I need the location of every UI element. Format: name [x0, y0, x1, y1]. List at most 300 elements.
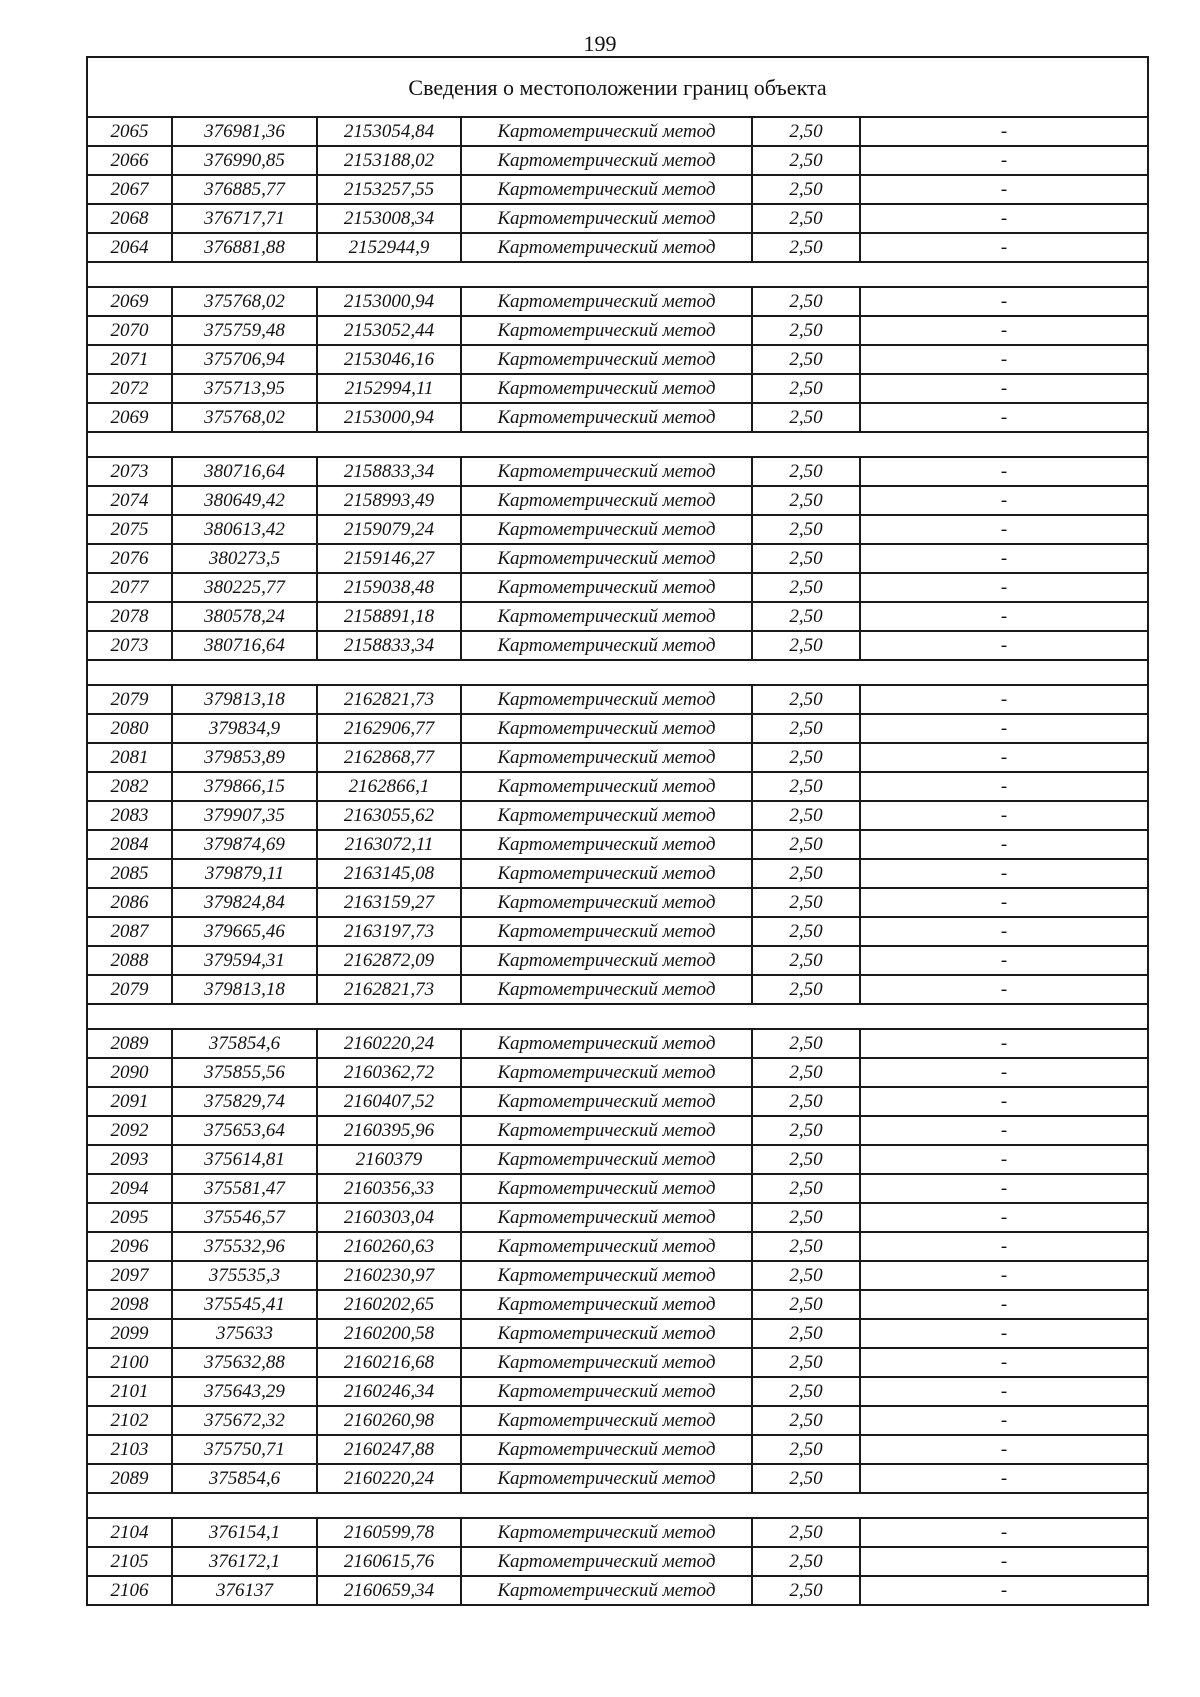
table-row	[87, 1029, 1148, 1058]
accuracy-cell: 2,50	[752, 1377, 860, 1406]
y-coordinate-cell: 2153000,94	[317, 403, 461, 432]
y-coordinate-cell: 2153008,34	[317, 204, 461, 233]
accuracy-cell: 2,50	[752, 175, 860, 204]
description-cell: -	[860, 859, 1148, 888]
y-coordinate-cell: 2160260,98	[317, 1406, 461, 1435]
accuracy-cell: 2,50	[752, 515, 860, 544]
y-coordinate-cell: 2160216,68	[317, 1348, 461, 1377]
y-coordinate-cell: 2162868,77	[317, 743, 461, 772]
method-cell: Картометрический метод	[461, 631, 752, 660]
method-cell: Картометрический метод	[461, 316, 752, 345]
point-number-cell: 2065	[87, 117, 172, 146]
method-cell: Картометрический метод	[461, 1464, 752, 1493]
description-cell: -	[860, 233, 1148, 262]
y-coordinate-cell: 2159079,24	[317, 515, 461, 544]
table-row	[87, 316, 1148, 345]
accuracy-cell: 2,50	[752, 1547, 860, 1576]
y-coordinate-cell: 2158993,49	[317, 486, 461, 515]
point-number-cell: 2071	[87, 345, 172, 374]
x-coordinate-cell: 376885,77	[172, 175, 317, 204]
boundary-table	[86, 56, 1149, 1606]
method-cell: Картометрический метод	[461, 457, 752, 486]
table-row	[87, 1116, 1148, 1145]
accuracy-cell: 2,50	[752, 975, 860, 1004]
point-number-cell: 2069	[87, 287, 172, 316]
y-coordinate-cell: 2160659,34	[317, 1576, 461, 1605]
table-row	[87, 1319, 1148, 1348]
x-coordinate-cell: 380716,64	[172, 457, 317, 486]
table-row	[87, 1174, 1148, 1203]
description-cell: -	[860, 1261, 1148, 1290]
x-coordinate-cell: 375706,94	[172, 345, 317, 374]
x-coordinate-cell: 375768,02	[172, 287, 317, 316]
accuracy-cell: 2,50	[752, 1174, 860, 1203]
table-row	[87, 457, 1148, 486]
y-coordinate-cell: 2162821,73	[317, 975, 461, 1004]
group-separator-row	[87, 660, 1148, 685]
accuracy-cell: 2,50	[752, 1087, 860, 1116]
method-cell: Картометрический метод	[461, 1576, 752, 1605]
table-row	[87, 1232, 1148, 1261]
method-cell: Картометрический метод	[461, 975, 752, 1004]
accuracy-cell: 2,50	[752, 714, 860, 743]
group-separator-row	[87, 1493, 1148, 1518]
description-cell: -	[860, 1058, 1148, 1087]
y-coordinate-cell: 2160303,04	[317, 1203, 461, 1232]
point-number-cell: 2066	[87, 146, 172, 175]
separator-cell	[87, 1493, 1148, 1518]
accuracy-cell: 2,50	[752, 1232, 860, 1261]
point-number-cell: 2064	[87, 233, 172, 262]
accuracy-cell: 2,50	[752, 1290, 860, 1319]
point-number-cell: 2081	[87, 743, 172, 772]
x-coordinate-cell: 375672,32	[172, 1406, 317, 1435]
accuracy-cell: 2,50	[752, 287, 860, 316]
point-number-cell: 2096	[87, 1232, 172, 1261]
point-number-cell: 2093	[87, 1145, 172, 1174]
accuracy-cell: 2,50	[752, 859, 860, 888]
point-number-cell: 2098	[87, 1290, 172, 1319]
table-row	[87, 1145, 1148, 1174]
x-coordinate-cell: 375855,56	[172, 1058, 317, 1087]
x-coordinate-cell: 375581,47	[172, 1174, 317, 1203]
accuracy-cell: 2,50	[752, 1576, 860, 1605]
description-cell: -	[860, 714, 1148, 743]
table-row	[87, 287, 1148, 316]
accuracy-cell: 2,50	[752, 146, 860, 175]
method-cell: Картометрический метод	[461, 1435, 752, 1464]
method-cell: Картометрический метод	[461, 117, 752, 146]
y-coordinate-cell: 2160395,96	[317, 1116, 461, 1145]
table-row	[87, 486, 1148, 515]
table-row	[87, 1435, 1148, 1464]
description-cell: -	[860, 1174, 1148, 1203]
y-coordinate-cell: 2162872,09	[317, 946, 461, 975]
y-coordinate-cell: 2162906,77	[317, 714, 461, 743]
table-row	[87, 403, 1148, 432]
separator-cell	[87, 432, 1148, 457]
accuracy-cell: 2,50	[752, 1435, 860, 1464]
method-cell: Картометрический метод	[461, 714, 752, 743]
point-number-cell: 2073	[87, 631, 172, 660]
table-row	[87, 1348, 1148, 1377]
accuracy-cell: 2,50	[752, 1319, 860, 1348]
description-cell: -	[860, 801, 1148, 830]
point-number-cell: 2089	[87, 1029, 172, 1058]
y-coordinate-cell: 2163159,27	[317, 888, 461, 917]
point-number-cell: 2072	[87, 374, 172, 403]
x-coordinate-cell: 375614,81	[172, 1145, 317, 1174]
point-number-cell: 2101	[87, 1377, 172, 1406]
x-coordinate-cell: 375713,95	[172, 374, 317, 403]
point-number-cell: 2067	[87, 175, 172, 204]
x-coordinate-cell: 379853,89	[172, 743, 317, 772]
accuracy-cell: 2,50	[752, 403, 860, 432]
table-row	[87, 515, 1148, 544]
description-cell: -	[860, 631, 1148, 660]
method-cell: Картометрический метод	[461, 1518, 752, 1547]
point-number-cell: 2089	[87, 1464, 172, 1493]
description-cell: -	[860, 403, 1148, 432]
table-row	[87, 772, 1148, 801]
method-cell: Картометрический метод	[461, 743, 752, 772]
point-number-cell: 2086	[87, 888, 172, 917]
description-cell: -	[860, 602, 1148, 631]
table-row	[87, 917, 1148, 946]
method-cell: Картометрический метод	[461, 685, 752, 714]
method-cell: Картометрический метод	[461, 1261, 752, 1290]
point-number-cell: 2106	[87, 1576, 172, 1605]
y-coordinate-cell: 2160200,58	[317, 1319, 461, 1348]
table-row	[87, 714, 1148, 743]
table-row	[87, 175, 1148, 204]
point-number-cell: 2085	[87, 859, 172, 888]
x-coordinate-cell: 376990,85	[172, 146, 317, 175]
y-coordinate-cell: 2153046,16	[317, 345, 461, 374]
description-cell: -	[860, 975, 1148, 1004]
accuracy-cell: 2,50	[752, 1145, 860, 1174]
point-number-cell: 2091	[87, 1087, 172, 1116]
point-number-cell: 2088	[87, 946, 172, 975]
method-cell: Картометрический метод	[461, 859, 752, 888]
accuracy-cell: 2,50	[752, 457, 860, 486]
x-coordinate-cell: 380716,64	[172, 631, 317, 660]
method-cell: Картометрический метод	[461, 544, 752, 573]
point-number-cell: 2080	[87, 714, 172, 743]
x-coordinate-cell: 376154,1	[172, 1518, 317, 1547]
accuracy-cell: 2,50	[752, 1116, 860, 1145]
description-cell: -	[860, 888, 1148, 917]
y-coordinate-cell: 2163055,62	[317, 801, 461, 830]
accuracy-cell: 2,50	[752, 946, 860, 975]
separator-cell	[87, 262, 1148, 287]
accuracy-cell: 2,50	[752, 316, 860, 345]
description-cell: -	[860, 316, 1148, 345]
description-cell: -	[860, 1547, 1148, 1576]
x-coordinate-cell: 375535,3	[172, 1261, 317, 1290]
table-row	[87, 1261, 1148, 1290]
x-coordinate-cell: 375750,71	[172, 1435, 317, 1464]
table-title-row	[87, 57, 1148, 117]
x-coordinate-cell: 375643,29	[172, 1377, 317, 1406]
x-coordinate-cell: 379907,35	[172, 801, 317, 830]
y-coordinate-cell: 2153000,94	[317, 287, 461, 316]
description-cell: -	[860, 1145, 1148, 1174]
x-coordinate-cell: 379665,46	[172, 917, 317, 946]
point-number-cell: 2094	[87, 1174, 172, 1203]
method-cell: Картометрический метод	[461, 1348, 752, 1377]
point-number-cell: 2100	[87, 1348, 172, 1377]
group-separator-row	[87, 262, 1148, 287]
description-cell: -	[860, 1087, 1148, 1116]
method-cell: Картометрический метод	[461, 888, 752, 917]
description-cell: -	[860, 1029, 1148, 1058]
accuracy-cell: 2,50	[752, 685, 860, 714]
accuracy-cell: 2,50	[752, 1029, 860, 1058]
method-cell: Картометрический метод	[461, 403, 752, 432]
point-number-cell: 2078	[87, 602, 172, 631]
description-cell: -	[860, 1348, 1148, 1377]
description-cell: -	[860, 772, 1148, 801]
accuracy-cell: 2,50	[752, 1464, 860, 1493]
table-row	[87, 631, 1148, 660]
accuracy-cell: 2,50	[752, 345, 860, 374]
y-coordinate-cell: 2163072,11	[317, 830, 461, 859]
x-coordinate-cell: 380649,42	[172, 486, 317, 515]
accuracy-cell: 2,50	[752, 1348, 860, 1377]
method-cell: Картометрический метод	[461, 345, 752, 374]
method-cell: Картометрический метод	[461, 1203, 752, 1232]
point-number-cell: 2097	[87, 1261, 172, 1290]
method-cell: Картометрический метод	[461, 1145, 752, 1174]
description-cell: -	[860, 1406, 1148, 1435]
point-number-cell: 2082	[87, 772, 172, 801]
table-row	[87, 573, 1148, 602]
y-coordinate-cell: 2158891,18	[317, 602, 461, 631]
point-number-cell: 2092	[87, 1116, 172, 1145]
table-row	[87, 544, 1148, 573]
point-number-cell: 2075	[87, 515, 172, 544]
y-coordinate-cell: 2160407,52	[317, 1087, 461, 1116]
description-cell: -	[860, 1464, 1148, 1493]
x-coordinate-cell: 379866,15	[172, 772, 317, 801]
table-row	[87, 1290, 1148, 1319]
table-row	[87, 1518, 1148, 1547]
accuracy-cell: 2,50	[752, 233, 860, 262]
method-cell: Картометрический метод	[461, 1377, 752, 1406]
method-cell: Картометрический метод	[461, 1174, 752, 1203]
description-cell: -	[860, 743, 1148, 772]
method-cell: Картометрический метод	[461, 1029, 752, 1058]
accuracy-cell: 2,50	[752, 830, 860, 859]
group-separator-row	[87, 1004, 1148, 1029]
table-row	[87, 117, 1148, 146]
y-coordinate-cell: 2160379	[317, 1145, 461, 1174]
y-coordinate-cell: 2160615,76	[317, 1547, 461, 1576]
point-number-cell: 2104	[87, 1518, 172, 1547]
table-row	[87, 743, 1148, 772]
table-row	[87, 233, 1148, 262]
description-cell: -	[860, 1377, 1148, 1406]
table-row	[87, 602, 1148, 631]
x-coordinate-cell: 375854,6	[172, 1464, 317, 1493]
description-cell: -	[860, 374, 1148, 403]
description-cell: -	[860, 1518, 1148, 1547]
table-row	[87, 1058, 1148, 1087]
x-coordinate-cell: 380613,42	[172, 515, 317, 544]
table-row	[87, 859, 1148, 888]
table-row	[87, 1576, 1148, 1605]
table-row	[87, 888, 1148, 917]
y-coordinate-cell: 2159146,27	[317, 544, 461, 573]
x-coordinate-cell: 375545,41	[172, 1290, 317, 1319]
method-cell: Картометрический метод	[461, 772, 752, 801]
y-coordinate-cell: 2159038,48	[317, 573, 461, 602]
x-coordinate-cell: 379879,11	[172, 859, 317, 888]
description-cell: -	[860, 1116, 1148, 1145]
accuracy-cell: 2,50	[752, 1518, 860, 1547]
description-cell: -	[860, 1319, 1148, 1348]
y-coordinate-cell: 2160202,65	[317, 1290, 461, 1319]
method-cell: Картометрический метод	[461, 830, 752, 859]
x-coordinate-cell: 376172,1	[172, 1547, 317, 1576]
x-coordinate-cell: 380578,24	[172, 602, 317, 631]
description-cell: -	[860, 830, 1148, 859]
x-coordinate-cell: 375768,02	[172, 403, 317, 432]
point-number-cell: 2077	[87, 573, 172, 602]
description-cell: -	[860, 204, 1148, 233]
table-row	[87, 345, 1148, 374]
point-number-cell: 2102	[87, 1406, 172, 1435]
separator-cell	[87, 1004, 1148, 1029]
method-cell: Картометрический метод	[461, 175, 752, 204]
accuracy-cell: 2,50	[752, 1406, 860, 1435]
accuracy-cell: 2,50	[752, 772, 860, 801]
point-number-cell: 2105	[87, 1547, 172, 1576]
accuracy-cell: 2,50	[752, 917, 860, 946]
y-coordinate-cell: 2160220,24	[317, 1029, 461, 1058]
method-cell: Картометрический метод	[461, 204, 752, 233]
method-cell: Картометрический метод	[461, 801, 752, 830]
y-coordinate-cell: 2152944,9	[317, 233, 461, 262]
x-coordinate-cell: 375632,88	[172, 1348, 317, 1377]
description-cell: -	[860, 573, 1148, 602]
x-coordinate-cell: 380273,5	[172, 544, 317, 573]
y-coordinate-cell: 2152994,11	[317, 374, 461, 403]
table-row	[87, 830, 1148, 859]
table-row	[87, 801, 1148, 830]
x-coordinate-cell: 375759,48	[172, 316, 317, 345]
method-cell: Картометрический метод	[461, 1087, 752, 1116]
point-number-cell: 2103	[87, 1435, 172, 1464]
method-cell: Картометрический метод	[461, 146, 752, 175]
table-row	[87, 204, 1148, 233]
point-number-cell: 2084	[87, 830, 172, 859]
method-cell: Картометрический метод	[461, 1406, 752, 1435]
table-row	[87, 1464, 1148, 1493]
table-title: Сведения о местоположении границ объекта	[87, 57, 1148, 117]
point-number-cell: 2074	[87, 486, 172, 515]
method-cell: Картометрический метод	[461, 573, 752, 602]
accuracy-cell: 2,50	[752, 117, 860, 146]
x-coordinate-cell: 379813,18	[172, 685, 317, 714]
accuracy-cell: 2,50	[752, 374, 860, 403]
description-cell: -	[860, 146, 1148, 175]
point-number-cell: 2076	[87, 544, 172, 573]
method-cell: Картометрический метод	[461, 917, 752, 946]
table-row	[87, 975, 1148, 1004]
x-coordinate-cell: 380225,77	[172, 573, 317, 602]
description-cell: -	[860, 946, 1148, 975]
accuracy-cell: 2,50	[752, 1261, 860, 1290]
method-cell: Картометрический метод	[461, 1290, 752, 1319]
x-coordinate-cell: 375532,96	[172, 1232, 317, 1261]
description-cell: -	[860, 544, 1148, 573]
method-cell: Картометрический метод	[461, 602, 752, 631]
description-cell: -	[860, 515, 1148, 544]
method-cell: Картометрический метод	[461, 233, 752, 262]
method-cell: Картометрический метод	[461, 287, 752, 316]
accuracy-cell: 2,50	[752, 631, 860, 660]
table-row	[87, 1547, 1148, 1576]
method-cell: Картометрический метод	[461, 1058, 752, 1087]
y-coordinate-cell: 2160230,97	[317, 1261, 461, 1290]
point-number-cell: 2083	[87, 801, 172, 830]
y-coordinate-cell: 2158833,34	[317, 457, 461, 486]
method-cell: Картометрический метод	[461, 1547, 752, 1576]
method-cell: Картометрический метод	[461, 486, 752, 515]
description-cell: -	[860, 1232, 1148, 1261]
point-number-cell: 2079	[87, 975, 172, 1004]
description-cell: -	[860, 685, 1148, 714]
description-cell: -	[860, 1290, 1148, 1319]
accuracy-cell: 2,50	[752, 602, 860, 631]
description-cell: -	[860, 1435, 1148, 1464]
description-cell: -	[860, 486, 1148, 515]
separator-cell	[87, 660, 1148, 685]
point-number-cell: 2099	[87, 1319, 172, 1348]
y-coordinate-cell: 2163197,73	[317, 917, 461, 946]
accuracy-cell: 2,50	[752, 888, 860, 917]
accuracy-cell: 2,50	[752, 1203, 860, 1232]
y-coordinate-cell: 2160246,34	[317, 1377, 461, 1406]
y-coordinate-cell: 2153188,02	[317, 146, 461, 175]
point-number-cell: 2068	[87, 204, 172, 233]
x-coordinate-cell: 375653,64	[172, 1116, 317, 1145]
y-coordinate-cell: 2160260,63	[317, 1232, 461, 1261]
x-coordinate-cell: 379594,31	[172, 946, 317, 975]
x-coordinate-cell: 376717,71	[172, 204, 317, 233]
x-coordinate-cell: 379813,18	[172, 975, 317, 1004]
y-coordinate-cell: 2160599,78	[317, 1518, 461, 1547]
y-coordinate-cell: 2160362,72	[317, 1058, 461, 1087]
description-cell: -	[860, 1203, 1148, 1232]
accuracy-cell: 2,50	[752, 801, 860, 830]
point-number-cell: 2070	[87, 316, 172, 345]
y-coordinate-cell: 2160220,24	[317, 1464, 461, 1493]
method-cell: Картометрический метод	[461, 1232, 752, 1261]
x-coordinate-cell: 379874,69	[172, 830, 317, 859]
method-cell: Картометрический метод	[461, 946, 752, 975]
method-cell: Картометрический метод	[461, 374, 752, 403]
table-row	[87, 146, 1148, 175]
y-coordinate-cell: 2162866,1	[317, 772, 461, 801]
accuracy-cell: 2,50	[752, 743, 860, 772]
table-row	[87, 1406, 1148, 1435]
table-row	[87, 374, 1148, 403]
point-number-cell: 2079	[87, 685, 172, 714]
x-coordinate-cell: 375546,57	[172, 1203, 317, 1232]
